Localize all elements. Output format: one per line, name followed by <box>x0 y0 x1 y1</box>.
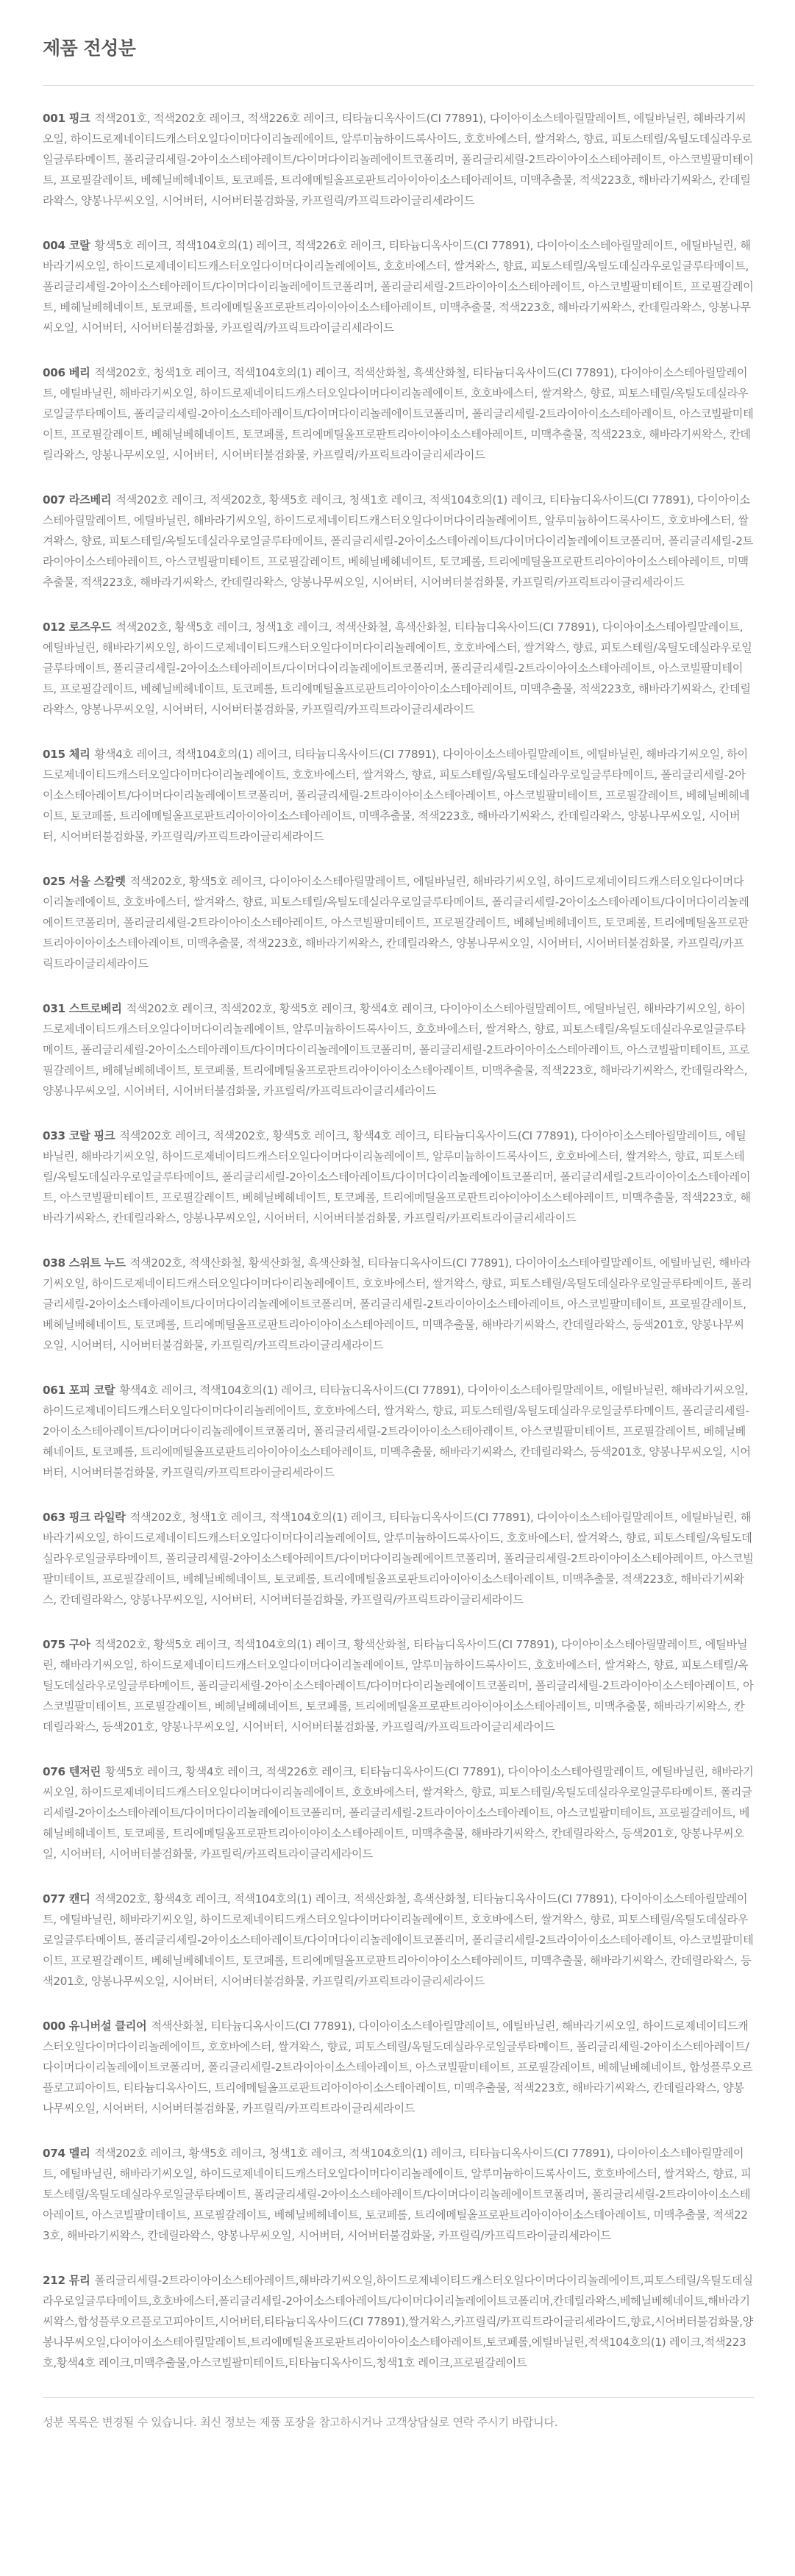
shade-name: 006 베리 <box>43 366 90 379</box>
ingredient-entry <box>43 1761 754 1864</box>
ingredient-text: 적색202호, 황색5호 레이크, 다이아이소스테아릴말레이트, 에틸바닐린, 해바라기씨오일, 하이드로제네이티드캐스터오일다이머다이리놀레에이트, 호호바에스터, 쌀겨왁스, 향료, 피토스테릴/옥틸도데실라우로일글루타메이트, 폴리글리세릴-2아이소스테아레이트/다이머다이리놀레에이트코폴리머, 폴리글리세릴-2트라이아이소스테아레이트, 아스코빌팔미테이트, 프로필갈레이트, 베헤닐베헤네이트, 토코페롤, 트리에메틸올프로판트리아이아이소스테아레이트, 미맥추출물, 적색223호, 해바라기씨왁스, 칸데릴라왁스, 양봉나무씨오일, 시어버터, 시어버터불검화물, 카프릴릭/카프릭트라이글리세라이드 <box>43 875 749 970</box>
ingredient-text: 황색5호 레이크, 황색4호 레이크, 적색226호 레이크, 티타늄디옥사이드(CI 77891), 다이아이소스테아릴말레이트, 에틸바닐린, 해바라기씨오일, 하이드로제네이티드캐스터오일다이머다이리놀레에이트, 호호바에스터, 쌀겨왁스, 향료, 피토스테릴/옥틸도데실라우로일글루타메이트, 폴리글리세릴-2아이소스테아레이트/다이머다이리놀레에이트코폴리머, 폴리글리세릴-2트라이아이소스테아레이트, 아스코빌팔미테이트, 프로필갈레이트, 베헤닐베헤네이트, 토코페롤, 트리에메틸올프로판트리아이아이소스테아레이트, 미맥추출물, 해바라기씨왁스, 칸데릴라왁스, 등색201호, 양봉나무씨오일, 시어버터, 시어버터불검화물, 카프릴릭/카프릭트라이글리세라이드 <box>43 1765 754 1861</box>
shade-name: 004 코랄 <box>43 239 90 252</box>
ingredient-entry <box>43 1507 754 1610</box>
ingredient-text: 폴리글리세릴-2트라이아이소스테아레이트,해바라기씨오일,하이드로제네이티드캐스터오일다이머다이리놀레에이트,피토스테릴/옥틸도데실라우로일글루타메이트,호호바에스터,폴리글리세릴-2아이소스테아레이트/다이머다이리놀레에이트코폴리머,칸데릴라왁스,베헤닐베헤네이트,해바라기씨왁스,합성플루오르플로고피아이트,시어버터,티타늄디옥사이드(CI 77891),쌀겨왁스,카프릴릭/카프릭트라이글리세라이드,향료,시어버터불검화물,양봉나무씨오일,다이아이소스테아릴말레이트,트리에메틸올프로판트리아이아이소스테아레이트,토코페롤,에틸바닐린,적색104호의(1) 레이크,적색223호,황색4호 레이크,미맥추출물,아스코빌팔미테이트,티타늄디옥사이드,청색1호 레이크,프로필갈레이트 <box>43 2274 754 2369</box>
shade-name: 077 캔디 <box>43 1892 90 1906</box>
shade-name: 061 포피 코랄 <box>43 1384 115 1397</box>
ingredient-entry <box>43 2270 754 2373</box>
ingredient-text: 적색202호, 청색1호 레이크, 적색104호의(1) 레이크, 티타늄디옥사이드(CI 77891), 다이아이소스테아릴말레이트, 에틸바닐린, 해바라기씨오일, 하이드로제네이티드캐스터오일다이머다이리놀레에이트, 알루미늄하이드록사이드, 호호바에스터, 쌀겨왁스, 향료, 피토스테릴/옥틸도데실라우로일글루타메이트, 폴리글리세릴-2아이소스테아레이트/다이머다이리놀레에이트코폴리머, 폴리글리세릴-2트라이아이소스테아레이트, 아스코빌팔미테이트, 프로필갈레이트, 베헤닐베헤네이트, 토코페롤, 트리에메틸올프로판트리아이아이소스테아레이트, 미맥추출물, 적색223호, 해바라기씨왁스, 칸데릴라왁스, 양봉나무씨오일, 시어버터, 시어버터불검화물, 카프릴릭/카프릭트라이글리세라이드 <box>43 1511 754 1606</box>
ingredient-text: 적색202호, 적색산화철, 황색산화철, 흑색산화철, 티타늄디옥사이드(CI 77891), 다이아이소스테아릴말레이트, 에틸바닐린, 해바라기씨오일, 하이드로제네이티드캐스터오일다이머다이리놀레에이트, 호호바에스터, 쌀겨왁스, 향료, 피토스테릴/옥틸도데실라우로일글루타메이트, 폴리글리세릴-2아이소스테아레이트/다이머다이리놀레에이트코폴리머, 폴리글리세릴-2트라이아이소스테아레이트, 아스코빌팔미테이트, 프로필갈레이트, 베헤닐베헤네이트, 토코페롤, 트리에메틸올프로판트리아이아이소스테아레이트, 미맥추출물, 해바라기씨왁스, 칸데릴라왁스, 등색201호, 양봉나무씨오일, 시어버터, 시어버터불검화물, 카프릴릭/카프릭트라이글리세라이드 <box>43 1256 752 1352</box>
ingredient-entry <box>43 1889 754 1992</box>
shade-name: 015 체리 <box>43 748 90 761</box>
ingredient-text: 적색202호, 청색1호 레이크, 적색104호의(1) 레이크, 적색산화철, 흑색산화철, 티타늄디옥사이드(CI 77891), 다이아이소스테아릴말레이트, 에틸바닐린, 해바라기씨오일, 하이드로제네이티드캐스터오일다이머다이리놀레에이트, 호호바에스터, 쌀겨왁스, 향료, 피토스테릴/옥틸도데실라우로일글루타메이트, 폴리글리세릴-2아이소스테아레이트/다이머다이리놀레에이트코폴리머, 폴리글리세릴-2트라이아이소스테아레이트, 아스코빌팔미테이트, 프로필갈레이트, 베헤닐베헤네이트, 토코페롤, 트리에메틸올프로판트리아이아이소스테아레이트, 미맥추출물, 적색223호, 해바라기씨왁스, 칸데릴라왁스, 양봉나무씨오일, 시어버터, 시어버터불검화물, 카프릴릭/카프릭트라이글리세라이드 <box>43 366 754 462</box>
ingredient-entry <box>43 235 754 338</box>
ingredient-text: 적색202호 레이크, 적색202호, 황색5호 레이크, 황색4호 레이크, 다이아이소스테아릴말레이트, 에틸바닐린, 해바라기씨오일, 하이드로제네이티드캐스터오일다이머다이리놀레에이트, 알루미늄하이드록사이드, 호호바에스터, 쌀겨왁스, 향료, 피토스테릴/옥틸도데실라우로일글루타메이트, 폴리글리세릴-2아이소스테아레이트/다이머다이리놀레에이트코폴리머, 폴리글리세릴-2트라이아이소스테아레이트, 아스코빌팔미테이트, 프로필갈레이트, 베헤닐베헤네이트, 토코페롤, 트리에메틸올프로판트리아이아이소스테아레이트, 미맥추출물, 적색223호, 해바라기씨왁스, 칸데릴라왁스, 양봉나무씨오일, 시어버터, 시어버터불검화물, 카프릴릭/카프릭트라이글리세라이드 <box>43 1002 750 1098</box>
shade-name: 038 스위트 누드 <box>43 1256 126 1270</box>
ingredient-entry <box>43 744 754 847</box>
shade-name: 031 스트로베리 <box>43 1002 122 1015</box>
shade-name: 063 핑크 라일락 <box>43 1511 126 1524</box>
shade-name: 000 유니버설 클리어 <box>43 2019 147 2033</box>
ingredient-text: 적색202호, 황색5호 레이크, 청색1호 레이크, 적색산화철, 흑색산화철, 티타늄디옥사이드(CI 77891), 다이아이소스테아릴말레이트, 에틸바닐린, 해바라기씨오일, 하이드로제네이티드캐스터오일다이머다이리놀레에이트, 호호바에스터, 쌀겨왁스, 향료, 피토스테릴/옥틸도데실라우로일글루타메이트, 폴리글리세릴-2아이소스테아레이트/다이머다이리놀레에이트코폴리머, 폴리글리세릴-2트라이아이소스테아레이트, 아스코빌팔미테이트, 프로필갈레이트, 베헤닐베헤네이트, 토코페롤, 트리에메틸올프로판트리아이아이소스테아레이트, 미맥추출물, 적색223호, 해바라기씨왁스, 칸데릴라왁스, 양봉나무씨오일, 시어버터, 시어버터불검화물, 카프릴릭/카프릭트라이글리세라이드 <box>43 620 752 716</box>
ingredient-entry <box>43 1634 754 1737</box>
shade-name: 074 멜리 <box>43 2147 90 2160</box>
ingredient-entry <box>43 362 754 465</box>
ingredient-text: 적색201호, 적색202호 레이크, 적색226호 레이크, 티타늄디옥사이드(CI 77891), 다이아이소스테아릴말레이트, 에틸바닐린, 헤바라기씨오일, 하이드로제네이티드캐스터오일다이머다이리놀레에이트, 알루미늄하이드록사이드, 호호바에스터, 쌀겨왁스, 향료, 피토스테릴/옥틸도데실라우로일글루타메이트, 폴리글리세릴-2아이소스테아레이트/다이머다이리놀레에이트코폴리머, 폴리글리세릴-2트라이아이소스테아레이트, 아스코빌팔미테이트, 프로필갈레이트, 베헤닐베헤네이트, 토코페롤, 트리에메틸올프로판트리아이아이소스테아레이트, 미맥추출물, 적색223호, 해바라기씨왁스, 칸데릴라왁스, 양봉나무씨오일, 시어버터, 시어버터불검화물, 카프릴릭/카프릭트라이글리세라이드 <box>43 112 754 207</box>
ingredient-text: 적색202호 레이크, 적색202호, 황색5호 레이크, 청색1호 레이크, 적색104호의(1) 레이크, 티타늄디옥사이드(CI 77891), 다이아이소스테아릴말레이트, 에틸바닐린, 해바라기씨오일, 하이드로제네이티드캐스터오일다이머다이리놀레에이트, 알루미늄하이드록사이드, 호호바에스터, 쌀겨왁스, 향료, 피토스테릴/옥틸도데실라우로일글루타메이트, 폴리글리세릴-2아이소스테아레이트/다이머다이리놀레에이트코폴리머, 폴리글리세릴-2트라이아이소스테아레이트, 아스코빌팔미테이트, 프로필갈레이트, 베헤닐베헤네이트, 토코페롤, 트리에메틸올프로판트리아이아이소스테아레이트, 미맥추출물, 적색223호, 해바라기씨왁스, 칸데릴라왁스, 양봉나무씨오일, 시어버터, 시어버터불검화물, 카프릴릭/카프릭트라이글리세라이드 <box>43 493 753 589</box>
ingredient-entry <box>43 108 754 211</box>
shade-name: 212 뮤리 <box>43 2274 90 2287</box>
shade-name: 007 라즈베리 <box>43 493 112 507</box>
notice-text: 성분 목록은 변경될 수 있습니다. 최신 정보는 제품 포장을 참고하시거나 고객상담실로 연락 주시기 바랍니다. <box>43 2416 558 2429</box>
ingredient-entry <box>43 1126 754 1228</box>
ingredient-text: 적색202호, 황색4호 레이크, 적색104호의(1) 레이크, 적색산화철, 흑색산화철, 티타늄디옥사이드(CI 77891), 다이아이소스테아릴말레이트, 에틸바닐린, 해바라기씨오일, 하이드로제네이티드캐스터오일다이머다이리놀레에이트, 호호바에스터, 쌀겨왁스, 향료, 피토스테릴/옥틸도데실라우로일글루타메이트, 폴리글리세릴-2아이소스테아레이트/다이머다이리놀레에이트코폴리머, 폴리글리세릴-2트라이아이소스테아레이트, 아스코빌팔미테이트, 프로필갈레이트, 베헤닐베헤네이트, 토코페롤, 트리에메틸올프로판트리아이아이소스테아레이트, 미맥추출물, 해바라기씨왁스, 칸데릴라왁스, 등색201호, 양봉나무씨오일, 시어버터, 시어버터불검화물, 카프릴릭/카프릭트라이글리세라이드 <box>43 1892 754 1988</box>
ingredient-text: 적색202호, 황색5호 레이크, 적색104호의(1) 레이크, 황색산화철, 티타늄디옥사이드(CI 77891), 다이아이소스테아릴말레이트, 에틸바닐린, 해바라기씨오일, 하이드로제네이티드캐스터오일다이머다이리놀레에이트, 알루미늄하이드록사이드, 호호바에스터, 쌀겨왁스, 향료, 피토스테릴/옥틸도데실라우로일글루타메이트, 폴리글리세릴-2아이소스테아레이트/다이머다이리놀레에이트코폴리머, 폴리글리세릴-2트라이아이소스테아레이트, 아스코빌팔미테이트, 프로필갈레이트, 베헤닐베헤네이트, 토코페롤, 트리에메틸올프로판트리아이아이소스테아레이트, 미맥추출물, 해바라기씨왁스, 칸데릴라왁스, 등색201호, 양봉나무씨오일, 시어버터, 시어버터불검화물, 카프릴릭/카프릭트라이글리세라이드 <box>43 1638 754 1734</box>
ingredient-text: 적색202호 레이크, 황색5호 레이크, 청색1호 레이크, 적색104호의(1) 레이크, 티타늄디옥사이드(CI 77891), 다이아이소스테아릴말레이트, 에틸바닐린, 해바라기씨오일, 하이드로제네이티드캐스터오일다이머다이리놀레에이트, 알루미늄하이드록사이드, 호호바에스터, 쌀겨왁스, 향료, 피토스테릴/옥틸도데실라우로일글루타메이트, 폴리글리세릴-2아이소스테아레이트/다이머다이리놀레에이트코폴리머, 폴리글리세릴-2트라이아이소스테아레이트, 아스코빌팔미테이트, 프로필갈레이트, 베헤닐베헤네이트, 토코페롤, 트리에메틸올프로판트리아이아이소스테아레이트, 미맥추출물, 적색223호, 해바라기씨왁스, 칸데릴라왁스, 양봉나무씨오일, 시어버터, 시어버터불검화물, 카프릴릭/카프릭트라이글리세라이드 <box>43 2147 752 2242</box>
shade-name: 076 텐저린 <box>43 1765 101 1778</box>
ingredient-text: 적색산화철, 티타늄디옥사이드(CI 77891), 다이아이소스테아릴말레이트, 에틸바닐린, 해바라기씨오일, 하이드로제네이티드캐스터오일다이머다이리놀레에이트, 호호바에스터, 쌀겨왁스, 향료, 피토스테릴/옥틸도데실라우로일글루타메이트, 폴리글리세릴-2아이소스테아레이트/다이머다이리놀레에이트코폴리머, 폴리글리세릴-2트라이아이소스테아레이트, 아스코빌팔미테이트, 프로필갈레이트, 베헤닐베헤네이트, 합성플루오르플로고피아이트, 티타늄디옥사이드, 트리에메틸올프로판트리아이아이소스테아레이트, 미맥추출물, 적색223호, 해바라기씨왁스, 칸데릴라왁스, 양봉나무씨오일, 시어버터, 시어버터불검화물, 카프릴릭/카프릭트라이글리세라이드 <box>43 2019 753 2115</box>
shade-name: 001 핑크 <box>43 112 90 125</box>
shade-name: 033 코랄 핑크 <box>43 1129 115 1142</box>
ingredient-entry <box>43 490 754 593</box>
ingredient-entry <box>43 998 754 1101</box>
ingredient-text: 황색4호 레이크, 적색104호의(1) 레이크, 티타늄디옥사이드(CI 77891), 다이아이소스테아릴말레이트, 에틸바닐린, 해바라기씨오일, 하이드로제네이티드캐스터오일다이머다이리놀레에이트, 호호바에스터, 쌀겨왁스, 향료, 피토스테릴/옥틸도데실라우로일글루타메이트, 폴리글리세릴-2아이소스테아레이트/다이머다이리놀레에이트코폴리머, 폴리글리세릴-2트라이아이소스테아레이트, 아스코빌팔미테이트, 프로필갈레이트, 베헤닐베헤네이트, 토코페롤, 트리에메틸올프로판트리아이아이소스테아레이트, 미맥추출물, 해바라기씨왁스, 칸데릴라왁스, 등색201호, 양봉나무씨오일, 시어버터, 시어버터불검화물, 카프릴릭/카프릭트라이글리세라이드 <box>43 1384 751 1479</box>
ingredient-list <box>43 86 754 2373</box>
shade-name: 025 서울 스칼렛 <box>43 875 126 888</box>
ingredient-entry <box>43 1380 754 1483</box>
ingredient-entry <box>43 2143 754 2246</box>
ingredient-entry <box>43 1253 754 1356</box>
shade-name: 075 구아 <box>43 1638 90 1651</box>
ingredient-text: 적색202호 레이크, 적색202호, 황색5호 레이크, 황색4호 레이크, 티타늄디옥사이드(CI 77891), 다이아이소스테아릴말레이트, 에틸바닐린, 해바라기씨오일, 하이드로제네이티드캐스터오일다이머다이리놀레에이트, 알루미늄하이드록사이드, 호호바에스터, 쌀겨왁스, 향료, 피토스테릴/옥틸도데실라우로일글루타메이트, 폴리글리세릴-2아이소스테아레이트/다이머다이리놀레에이트코폴리머, 폴리글리세릴-2트라이아이소스테아레이트, 아스코빌팔미테이트, 프로필갈레이트, 베헤닐베헤네이트, 토코페롤, 트리에메틸올프로판트리아이아이소스테아레이트, 미맥추출물, 적색223호, 해바라기씨왁스, 칸데릴라왁스, 양봉나무씨오일, 시어버터, 시어버터불검화물, 카프릴릭/카프릭트라이글리세라이드 <box>43 1129 751 1225</box>
shade-name: 012 로즈우드 <box>43 620 112 634</box>
page-title: 제품 전성분 <box>43 34 754 86</box>
ingredient-entry <box>43 871 754 974</box>
ingredient-entry <box>43 2016 754 2119</box>
ingredient-text: 황색5호 레이크, 적색104호의(1) 레이크, 적색226호 레이크, 티타늄디옥사이드(CI 77891), 다이아이소스테아릴말레이트, 에틸바닐린, 해바라기씨오일, 하이드로제네이티드캐스터오일다이머다이리놀레에이트, 호호바에스터, 쌀겨왁스, 향료, 피토스테릴/옥틸도데실라우로일글루타메이트, 폴리글리세릴-2아이소스테아레이트/다이머다이리놀레에이트코폴리머, 폴리글리세릴-2트라이아이소스테아레이트, 아스코빌팔미테이트, 프로필갈레이트, 베헤닐베헤네이트, 토코페롤, 트리에메틸올프로판트리아이아이소스테아레이트, 미맥추출물, 적색223호, 해바라기씨왁스, 칸데릴라왁스, 양봉나무씨오일, 시어버터, 시어버터불검화물, 카프릴릭/카프릭트라이글리세라이드 <box>43 239 754 334</box>
ingredient-entry <box>43 617 754 720</box>
ingredient-text: 황색4호 레이크, 적색104호의(1) 레이크, 티타늄디옥사이드(CI 77891), 다이아이소스테아릴말레이트, 에틸바닐린, 해바라기씨오일, 하이드로제네이티드캐스터오일다이머다이리놀레에이트, 호호바에스터, 쌀겨왁스, 향료, 피토스테릴/옥틸도데실라우로일글루타메이트, 폴리글리세릴-2아이소스테아레이트/다이머다이리놀레에이트코폴리머, 폴리글리세릴-2트라이아이소스테아레이트, 아스코빌팔미테이트, 프로필갈레이트, 베헤닐베헤네이트, 토코페롤, 트리에메틸올프로판트리아이아이소스테아레이트, 미맥추출물, 적색223호, 해바라기씨왁스, 칸데릴라왁스, 양봉나무씨오일, 시어버터, 시어버터불검화물, 카프릴릭/카프릭트라이글리세라이드 <box>43 748 749 843</box>
